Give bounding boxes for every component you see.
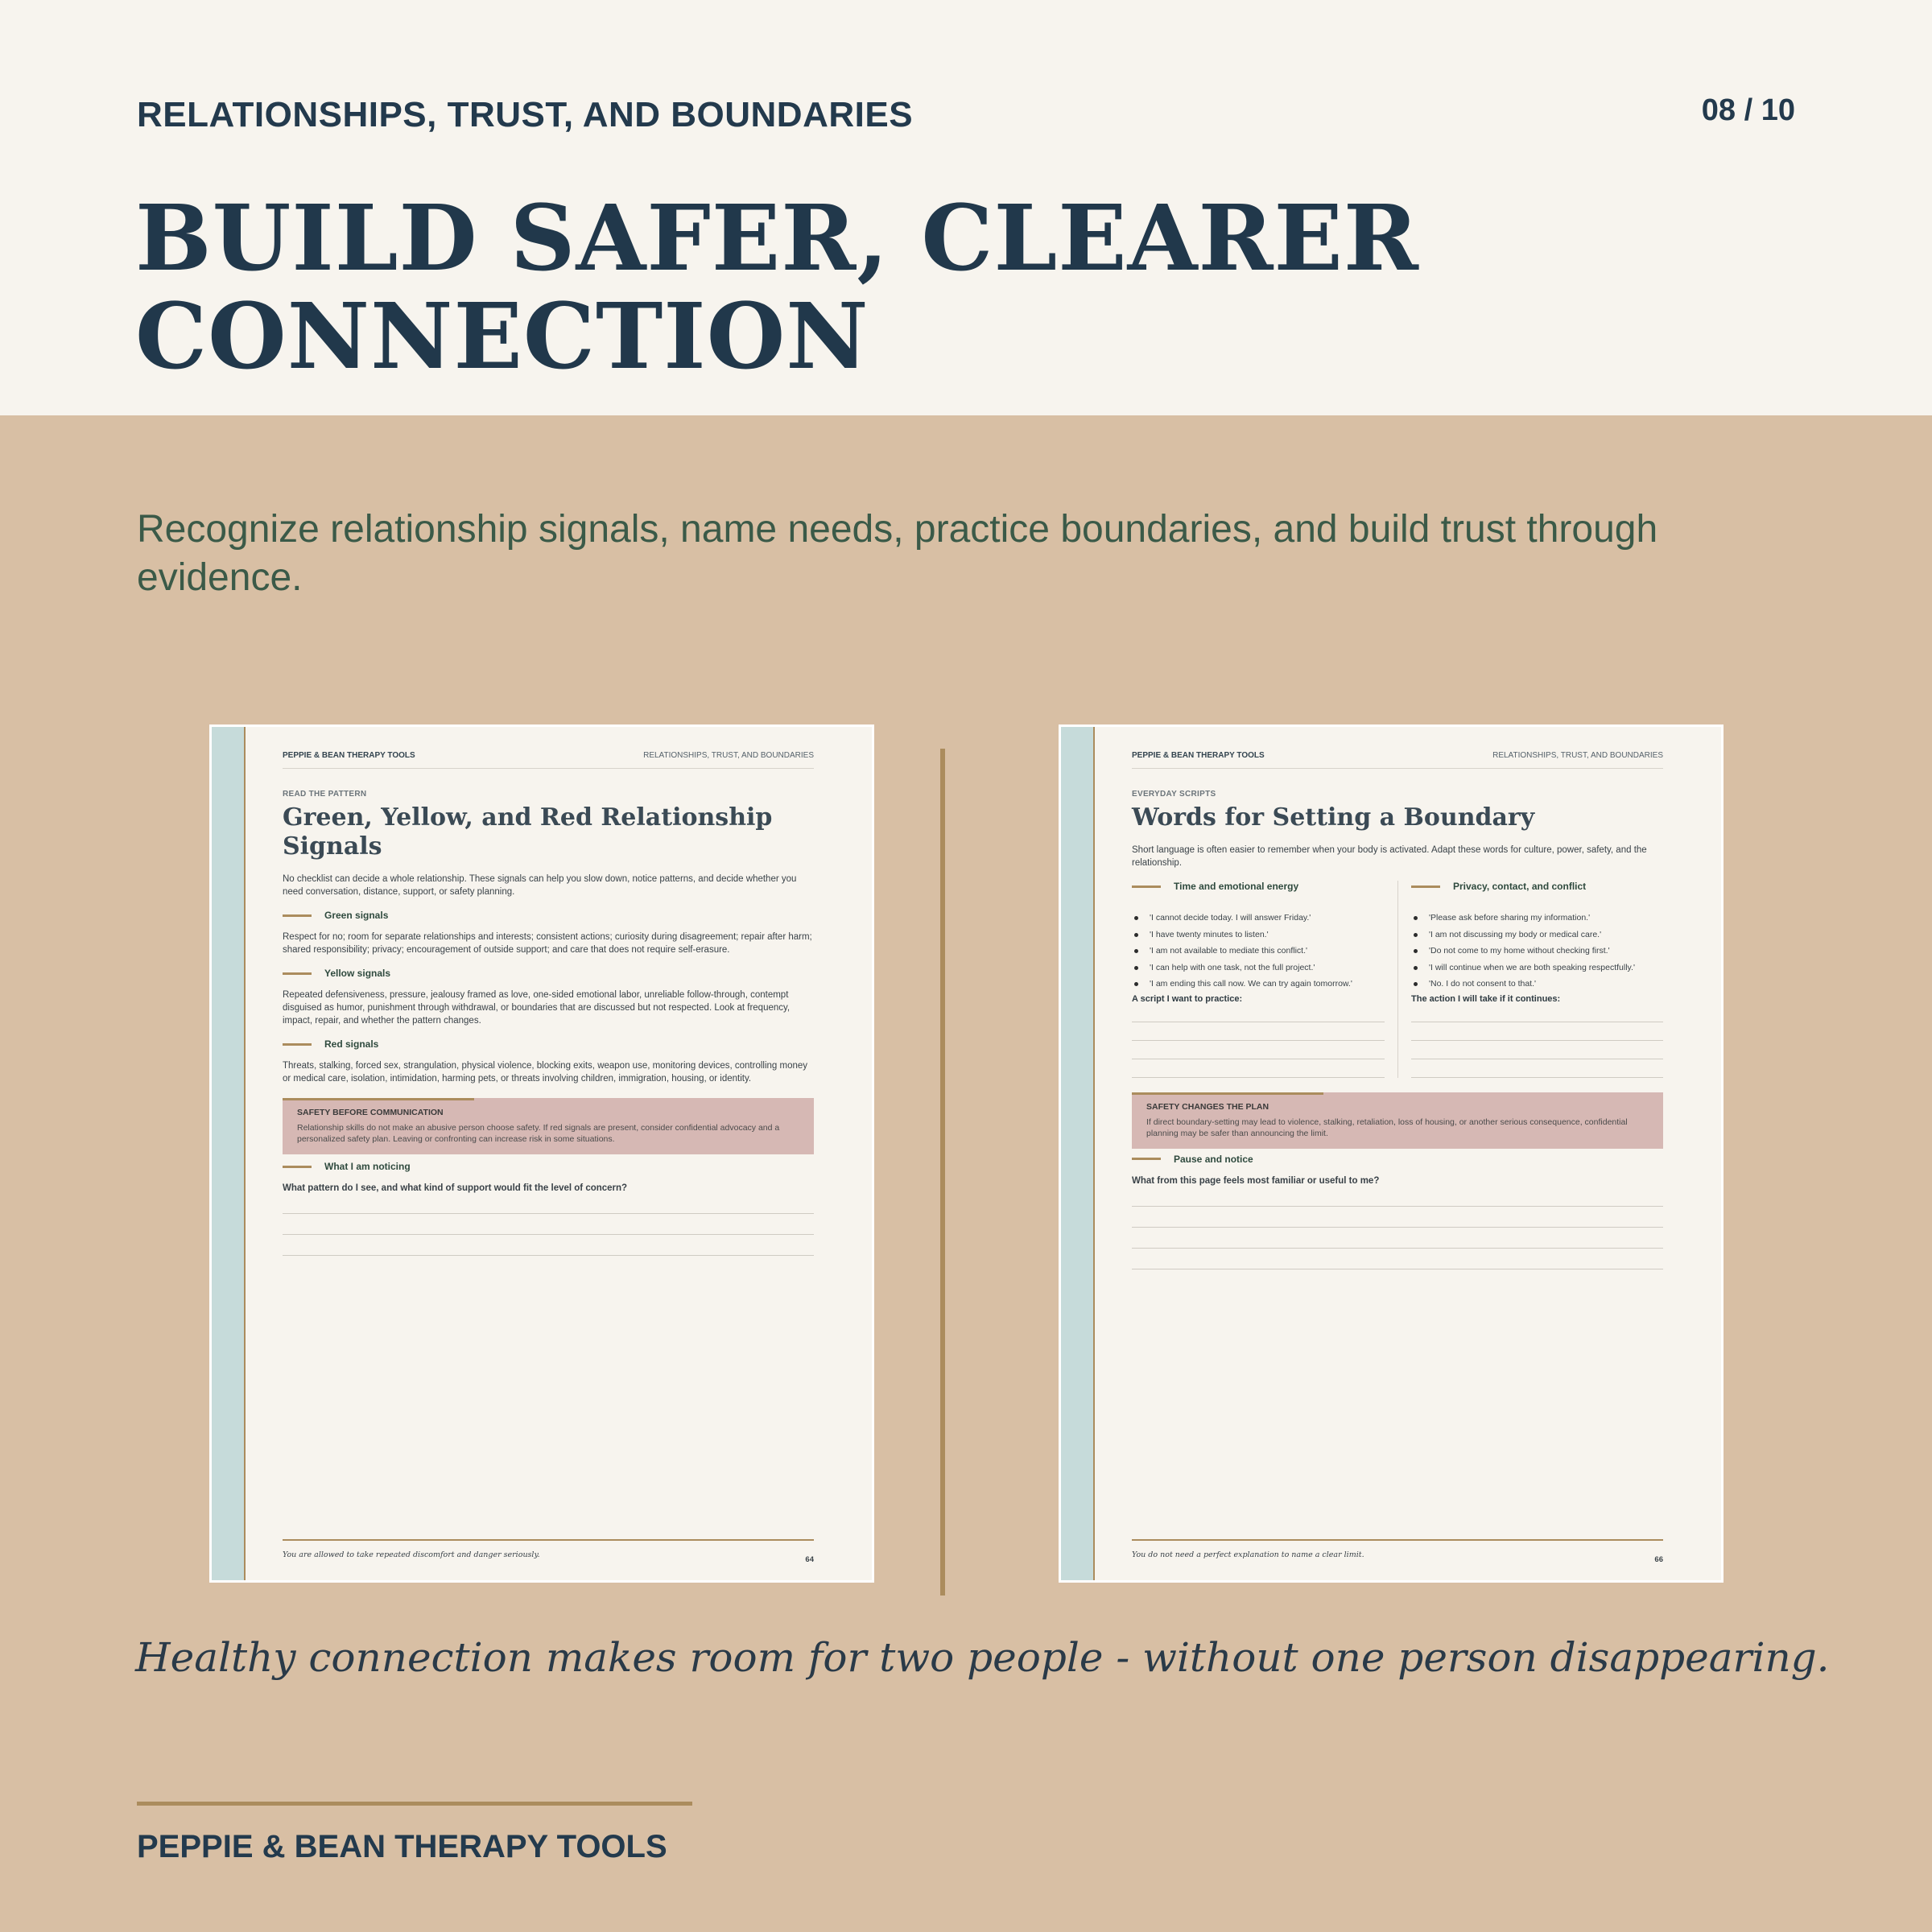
page-footer bbox=[283, 1539, 814, 1564]
page-title: Words for Setting a Boundary bbox=[1132, 803, 1535, 832]
list-item: 'I have twenty minutes to listen.' bbox=[1132, 927, 1385, 943]
page-binding-stripe bbox=[212, 727, 246, 1580]
page-footer bbox=[1132, 1539, 1663, 1564]
action-prompt: The action I will take if it continues: bbox=[1411, 993, 1561, 1004]
list-item: 'I will continue when we are both speaking respectfully.' bbox=[1411, 960, 1663, 976]
footer-quote: You do not need a perfect explanation to name a clear limit. bbox=[1132, 1550, 1364, 1559]
page-number: 66 bbox=[1654, 1555, 1663, 1564]
heading-rule bbox=[1132, 886, 1161, 888]
alert-title: SAFETY CHANGES THE PLAN bbox=[1146, 1101, 1269, 1112]
page-brand: PEPPIE & BEAN THERAPY TOOLS bbox=[283, 751, 415, 760]
writing-line bbox=[283, 1234, 814, 1235]
page-headline: BUILD SAFER, CLEARER CONNECTION bbox=[135, 186, 1419, 390]
list-item: 'I am not available to mediate this conflict.' bbox=[1132, 943, 1385, 960]
page-brand: PEPPIE & BEAN THERAPY TOOLS bbox=[1132, 751, 1265, 760]
page-eyebrow: EVERYDAY SCRIPTS bbox=[1132, 790, 1216, 799]
alert-title: SAFETY BEFORE COMMUNICATION bbox=[297, 1108, 444, 1117]
script-columns bbox=[1132, 881, 1663, 1078]
alert-body: If direct boundary-setting may lead to violence, stalking, retaliation, loss of housing, or another serious consequence, confidential planning may be safer than announcing the limit. bbox=[1146, 1117, 1628, 1138]
brand-rule bbox=[137, 1802, 692, 1806]
heading-rule bbox=[283, 972, 312, 975]
heading-rule bbox=[283, 914, 312, 917]
writing-line bbox=[1132, 1040, 1385, 1041]
page-section: RELATIONSHIPS, TRUST, AND BOUNDARIES bbox=[1492, 751, 1663, 760]
writing-line bbox=[1132, 1077, 1385, 1078]
yellow-signals-body: Repeated defensiveness, pressure, jealousy framed as love, one-sided emotional labor, unreliable follow-through, contempt disguised as humor, punishment through withdrawal, or boundaries that are discussed but not respected. Look at frequency, impact, repair, and whether the pattern changes. bbox=[283, 990, 791, 1026]
writing-line bbox=[283, 1213, 814, 1214]
script-column-time bbox=[1132, 881, 1397, 1078]
script-list bbox=[1411, 910, 1663, 993]
red-signals-heading: Red signals bbox=[283, 1038, 814, 1050]
heading-rule bbox=[283, 1043, 312, 1046]
list-item: 'No. I do not consent to that.' bbox=[1411, 976, 1663, 993]
heading-rule bbox=[283, 1166, 312, 1168]
list-item: 'I cannot decide today. I will answer Friday.' bbox=[1132, 910, 1385, 927]
heading-rule bbox=[1132, 1158, 1161, 1160]
writing-line bbox=[1132, 1206, 1663, 1207]
heading-rule bbox=[1411, 886, 1440, 888]
section-kicker: RELATIONSHIPS, TRUST, AND BOUNDARIES bbox=[137, 95, 914, 134]
column-heading: Time and emotional energy bbox=[1132, 881, 1385, 892]
page-eyebrow: READ THE PATTERN bbox=[283, 790, 367, 799]
red-signals-body: Threats, stalking, forced sex, strangulation, physical violence, blocking exits, weapon use, monitoring devices, controlling money or medical care, isolation, intimidation, harming pets, or threats involving children, immigration, housing, or identity. bbox=[283, 1061, 808, 1084]
list-item: 'Please ask before sharing my information.' bbox=[1411, 910, 1663, 927]
page-running-header bbox=[1132, 751, 1663, 769]
script-column-privacy bbox=[1397, 881, 1663, 1078]
noticing-heading: What I am noticing bbox=[283, 1161, 814, 1172]
list-item: 'I am not discussing my body or medical care.' bbox=[1411, 927, 1663, 943]
writing-line bbox=[1132, 1248, 1663, 1249]
safety-alert-box bbox=[283, 1098, 814, 1154]
closing-quote: Healthy connection makes room for two people - without one person disappearing. bbox=[135, 1634, 1830, 1681]
page-divider bbox=[940, 749, 945, 1596]
green-signals-body: Respect for no; room for separate relationships and interests; consistent actions; curiosity during disagreement; repair after harm; shared responsibility; privacy; encouragement of outside support; and care that does not require self-erasure. bbox=[283, 932, 812, 955]
list-item: 'I am ending this call now. We can try again tomorrow.' bbox=[1132, 976, 1385, 993]
writing-line bbox=[1411, 1040, 1663, 1041]
brand-footer: PEPPIE & BEAN THERAPY TOOLS bbox=[137, 1829, 667, 1864]
page-counter: 08 / 10 bbox=[1701, 93, 1795, 127]
workbook-page-right bbox=[1059, 724, 1724, 1583]
reflection-question: What pattern do I see, and what kind of support would fit the level of concern? bbox=[283, 1183, 628, 1193]
writing-line bbox=[283, 1255, 814, 1256]
page-intro: Short language is often easier to remember when your body is activated. Adapt these words for culture, power, safety, and the relationship. bbox=[1132, 845, 1647, 868]
writing-line bbox=[1411, 1077, 1663, 1078]
workbook-page-left bbox=[209, 724, 874, 1583]
safety-alert-box bbox=[1132, 1092, 1663, 1149]
footer-quote: You are allowed to take repeated discomfort and danger seriously. bbox=[283, 1550, 540, 1559]
column-heading: Privacy, contact, and conflict bbox=[1411, 881, 1663, 892]
page-subtitle: Recognize relationship signals, name needs, practice boundaries, and build trust through evidence. bbox=[137, 508, 1658, 599]
writing-line bbox=[1132, 1227, 1663, 1228]
page-intro: No checklist can decide a whole relationship. These signals can help you slow down, notice patterns, and decide whether you need conversation, distance, support, or safety planning. bbox=[283, 874, 797, 897]
pause-heading: Pause and notice bbox=[1132, 1154, 1663, 1165]
list-item: 'I can help with one task, not the full project.' bbox=[1132, 960, 1385, 976]
list-item: 'Do not come to my home without checking first.' bbox=[1411, 943, 1663, 960]
alert-body: Relationship skills do not make an abusive person choose safety. If red signals are present, consider confidential advocacy and a personalized safety plan. Leaving or confronting can increase risk in some situations. bbox=[297, 1123, 780, 1144]
reflection-question: What from this page feels most familiar or useful to me? bbox=[1132, 1175, 1380, 1186]
script-list bbox=[1132, 910, 1385, 993]
yellow-signals-heading: Yellow signals bbox=[283, 968, 814, 979]
practice-prompt: A script I want to practice: bbox=[1132, 993, 1243, 1004]
page-running-header bbox=[283, 751, 814, 769]
page-section: RELATIONSHIPS, TRUST, AND BOUNDARIES bbox=[643, 751, 814, 760]
page-number: 64 bbox=[805, 1555, 814, 1564]
page-title: Green, Yellow, and Red Relationship Signals bbox=[283, 803, 773, 861]
green-signals-heading: Green signals bbox=[283, 910, 814, 921]
page-binding-stripe bbox=[1061, 727, 1095, 1580]
